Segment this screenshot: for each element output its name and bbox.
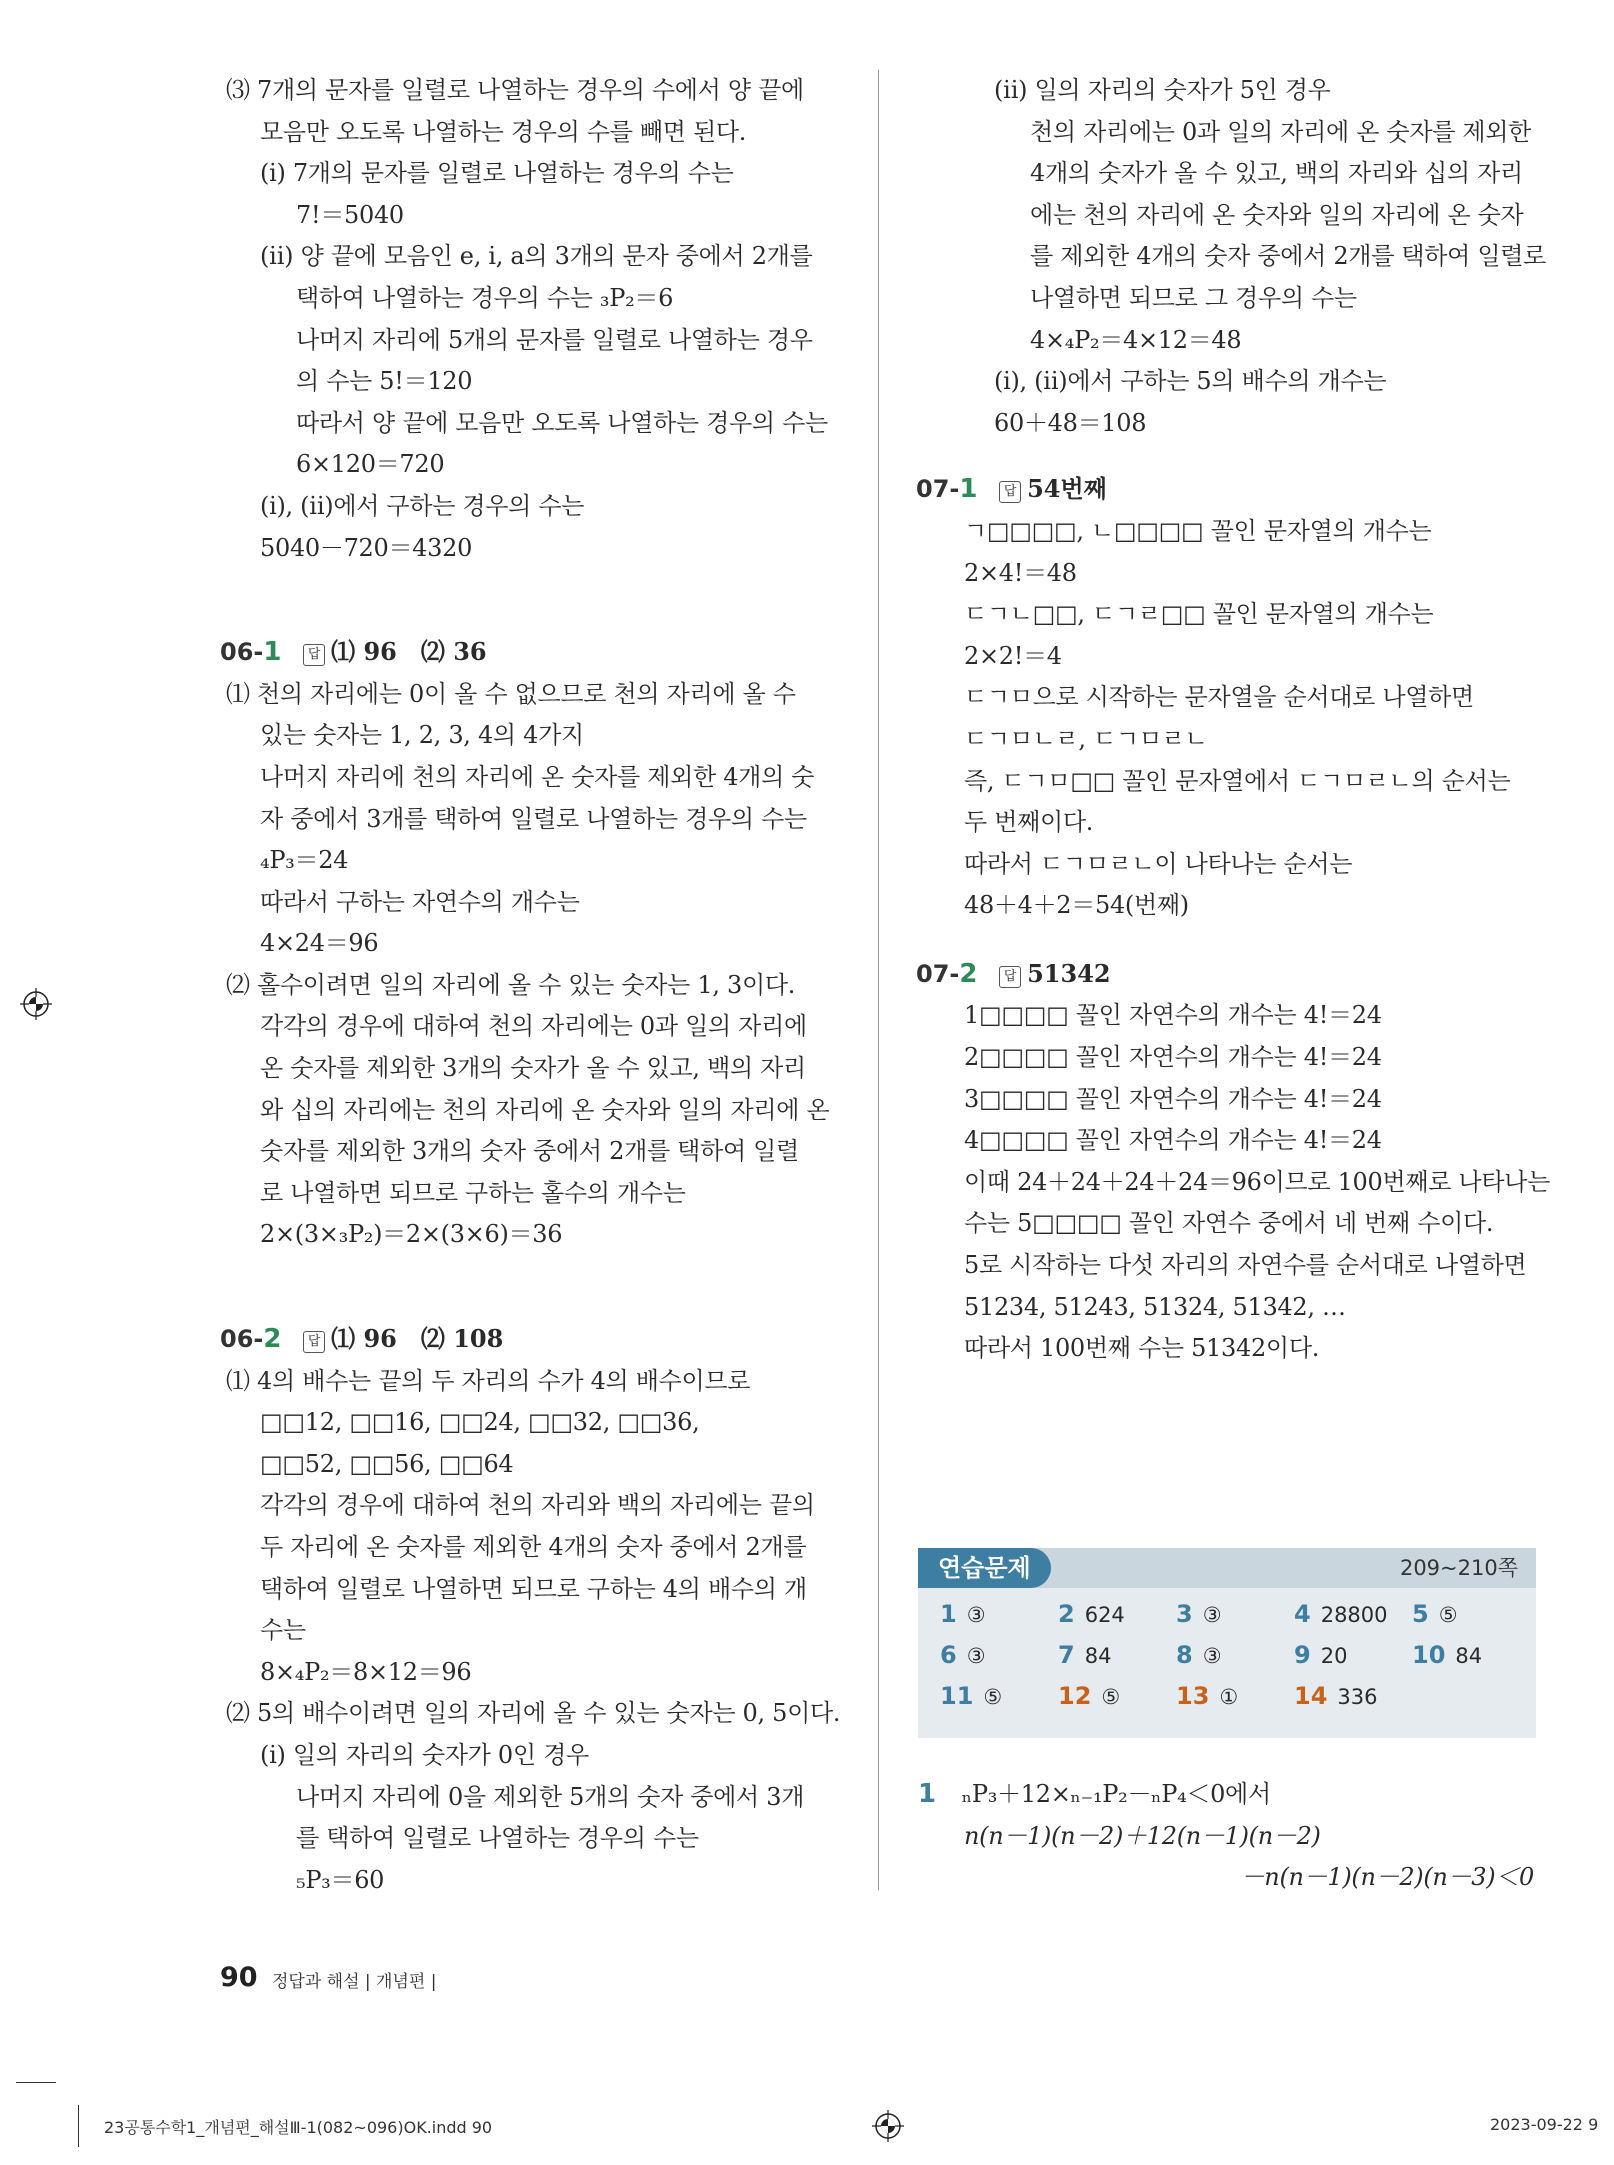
text-line: －n(n－1)(n－2)(n－3)＜0 [1240, 1863, 1534, 1892]
text-line: 와 십의 자리에는 천의 자리에 온 숫자와 일의 자리에 온 [260, 1095, 830, 1124]
text-line: 나머지 자리에 5개의 문자를 일렬로 나열하는 경우 [296, 325, 813, 354]
left-column [220, 70, 850, 1901]
registration-mark-icon [20, 988, 52, 1020]
solution-continued [930, 70, 1547, 444]
text-line: 2×(3×₃P₂)＝2×(3×6)＝36 [260, 1220, 563, 1249]
text-line: 각각의 경우에 대하여 천의 자리와 백의 자리에는 끝의 [260, 1491, 815, 1520]
question-prefix: 06- [220, 1325, 264, 1354]
text-line: 있는 숫자는 1, 2, 3, 4의 4가지 [260, 721, 584, 750]
question-header-06-1 [220, 631, 850, 674]
text-line: 4□□□□ 꼴인 자연수의 개수는 4!＝24 [964, 1126, 1382, 1155]
text-line: ₅P₃＝60 [296, 1865, 385, 1894]
text-line: 나열하면 되므로 그 경우의 수는 [1030, 283, 1357, 312]
text-line: 5로 시작하는 다섯 자리의 자연수를 순서대로 나열하면 [964, 1251, 1527, 1280]
text-line: n(n－1)(n－2)＋12(n－1)(n－2) [964, 1821, 1321, 1850]
text-line: ⑶ 7개의 문자를 일렬로 나열하는 경우의 수에서 양 끝에 [226, 76, 804, 104]
text-line: 1□□□□ 꼴인 자연수의 개수는 4!＝24 [964, 1001, 1382, 1030]
practice-item: 6 ③ [940, 1641, 986, 1669]
text-line: (ⅰ), (ⅱ)에서 구하는 5의 배수의 개수는 [994, 367, 1387, 396]
answer-icon: 답 [303, 644, 325, 666]
question-number: 1 [263, 637, 282, 668]
question-prefix: 07- [916, 959, 960, 988]
text-line: 자 중에서 3개를 택하여 일렬로 나열하는 경우의 수는 [260, 804, 807, 833]
text-line: 4개의 숫자가 올 수 있고, 백의 자리와 십의 자리 [1030, 159, 1523, 188]
practice-item: 7 84 [1058, 1641, 1112, 1669]
text-line: 8×₄P₂＝8×12＝96 [260, 1657, 472, 1686]
text-line: 즉, ㄷㄱㅁ□□ 꼴인 문자열에서 ㄷㄱㅁㄹㄴ의 순서는 [964, 766, 1511, 795]
slug-date: 2023-09-22 9 [1490, 2115, 1599, 2134]
section-3-solution [226, 70, 850, 569]
text-line: 택하여 나열하는 경우의 수는 ₃P₂＝6 [296, 283, 674, 312]
text-line: 의 수는 5!＝120 [296, 367, 473, 396]
practice-title: 연습문제 [918, 1548, 1051, 1588]
text-line: 각각의 경우에 대하여 천의 자리에는 0과 일의 자리에 [260, 1012, 807, 1041]
text-line: 4×24＝96 [260, 929, 379, 958]
practice-answers-box [918, 1548, 1536, 1738]
question-number: 2 [959, 958, 978, 989]
page-number: 90 [220, 1962, 258, 1993]
practice-item: 5 ⑤ [1412, 1600, 1458, 1628]
answer-icon: 답 [303, 1331, 325, 1353]
practice-item: 4 28800 [1294, 1600, 1388, 1628]
text-line: 따라서 양 끝에 모음만 오도록 나열하는 경우의 수는 [296, 408, 828, 437]
text-line: ⑵ 5의 배수이려면 일의 자리에 올 수 있는 숫자는 0, 5이다. [226, 1699, 841, 1728]
text-line: 택하여 일렬로 나열하면 되므로 구하는 4의 배수의 개 [260, 1574, 807, 1603]
practice-item: 3 ③ [1176, 1600, 1222, 1628]
practice-item: 12 ⑤ [1058, 1682, 1121, 1710]
text-line: ₙP₃＋12×ₙ₋₁P₂－ₙP₄＜0에서 [961, 1780, 1271, 1808]
solution-06-1 [226, 674, 850, 1256]
solution-07-1 [930, 511, 1540, 927]
text-line: ㄷㄱㅁㄴㄹ, ㄷㄱㅁㄹㄴ [964, 724, 1208, 753]
text-line: 를 택하여 일렬로 나열하는 경우의 수는 [296, 1824, 699, 1853]
text-line: 두 자리에 온 숫자를 제외한 4개의 숫자 중에서 2개를 [260, 1533, 807, 1561]
text-line: 따라서 ㄷㄱㅁㄹㄴ이 나타나는 순서는 [964, 849, 1353, 878]
text-line: 로 나열하면 되므로 구하는 홀수의 개수는 [260, 1178, 686, 1207]
practice-pages: 209~210쪽 [1399, 1556, 1518, 1580]
text-line: ⑴ 천의 자리에는 0이 올 수 없으므로 천의 자리에 올 수 [226, 679, 796, 708]
text-line: 4×₄P₂＝4×12＝48 [1030, 325, 1242, 354]
question-header-06-2 [220, 1318, 850, 1361]
text-line: 6×120＝720 [296, 450, 445, 479]
text-line: (ⅰ) 일의 자리의 숫자가 0인 경우 [260, 1740, 589, 1769]
text-line: (ⅰ), (ⅱ)에서 구하는 경우의 수는 [260, 491, 585, 520]
question-prefix: 06- [220, 638, 264, 667]
text-line: 2×4!＝48 [964, 558, 1077, 587]
text-line: 수는 [260, 1616, 306, 1645]
answer-icon: 답 [999, 481, 1021, 503]
practice-item: 10 84 [1412, 1641, 1483, 1669]
text-line: 5040－720＝4320 [260, 533, 473, 562]
solution-06-2 [226, 1361, 850, 1902]
practice-item: 14 336 [1294, 1682, 1378, 1710]
answer-icon: 답 [999, 966, 1021, 988]
text-line: ⑴ 4의 배수는 끝의 두 자리의 수가 4의 배수이므로 [226, 1366, 751, 1395]
footer-label: 정답과 해설 | 개념편 | [272, 1972, 437, 1992]
text-line: 수는 5□□□□ 꼴인 자연수 중에서 네 번째 수이다. [964, 1209, 1494, 1238]
text-line: 천의 자리에는 0과 일의 자리에 온 숫자를 제외한 [1030, 117, 1532, 146]
question-number: 2 [263, 1324, 282, 1355]
text-line: 60＋48＝108 [994, 408, 1147, 437]
question-header-07-2 [916, 953, 1540, 996]
question-number: 1 [959, 474, 978, 505]
text-line: 7!＝5040 [296, 200, 404, 229]
text-line: 온 숫자를 제외한 3개의 숫자가 올 수 있고, 백의 자리 [260, 1054, 806, 1083]
text-line: 를 제외한 4개의 숫자 중에서 2개를 택하여 일렬로 [1030, 242, 1547, 271]
column-divider [878, 70, 879, 1890]
text-line: 나머지 자리에 천의 자리에 온 숫자를 제외한 4개의 숫 [260, 762, 815, 791]
practice-item: 9 20 [1294, 1641, 1348, 1669]
answer-text: 51342 [1027, 958, 1111, 988]
text-line: □□52, □□56, □□64 [260, 1449, 514, 1478]
right-column [916, 70, 1550, 1370]
text-line: 2□□□□ 꼴인 자연수의 개수는 4!＝24 [964, 1043, 1382, 1072]
text-line: 48＋4＋2＝54(번째) [964, 891, 1189, 920]
text-line: (ⅰ) 7개의 문자를 일렬로 나열하는 경우의 수는 [260, 159, 734, 188]
solution-practice-1 [918, 1774, 1538, 1899]
practice-item: 2 624 [1058, 1600, 1125, 1628]
practice-item: 8 ③ [1176, 1641, 1222, 1669]
text-line: 3□□□□ 꼴인 자연수의 개수는 4!＝24 [964, 1084, 1382, 1113]
practice-item: 11 ⑤ [940, 1682, 1003, 1710]
text-line: □□12, □□16, □□24, □□32, □□36, [260, 1408, 700, 1437]
text-line: 2×2!＝4 [964, 641, 1062, 670]
text-line: ₄P₃＝24 [260, 846, 349, 875]
slug-divider [78, 2105, 79, 2147]
text-line: ㄷㄱㄴ□□, ㄷㄱㄹ□□ 꼴인 문자열의 개수는 [964, 600, 1434, 629]
text-line: 따라서 100번째 수는 51342이다. [964, 1334, 1320, 1363]
practice-header [918, 1548, 1536, 1588]
text-line: (ⅱ) 양 끝에 모음인 e, i, a의 3개의 문자 중에서 2개를 [260, 242, 813, 271]
crop-mark [16, 2082, 56, 2083]
text-line: 숫자를 제외한 3개의 숫자 중에서 2개를 택하여 일렬 [260, 1137, 799, 1166]
text-line: ⑵ 홀수이려면 일의 자리에 올 수 있는 숫자는 1, 3이다. [226, 970, 796, 999]
answer-text: ⑴ 96 ⑵ 108 [331, 1324, 504, 1354]
text-line: 모음만 오도록 나열하는 경우의 수를 빼면 된다. [260, 117, 747, 146]
solution-07-2 [930, 995, 1550, 1369]
answer-text: 54번째 [1027, 474, 1107, 504]
text-line: 나머지 자리에 0을 제외한 5개의 숫자 중에서 3개 [296, 1782, 805, 1811]
question-header-07-1 [916, 468, 1540, 511]
text-line: ㄷㄱㅁ으로 시작하는 문자열을 순서대로 나열하면 [964, 683, 1474, 712]
slug-filename: 23공통수학1_개념편_해설Ⅲ-1(082~096)OK.indd 90 [104, 2118, 493, 2137]
practice-item: 1 ③ [940, 1600, 986, 1628]
text-line: 두 번째이다. [964, 808, 1094, 837]
text-line: 에는 천의 자리에 온 숫자와 일의 자리에 온 숫자 [1030, 200, 1524, 229]
text-line [918, 1774, 1538, 1816]
answer-text: ⑴ 96 ⑵ 36 [331, 637, 487, 667]
text-line: 따라서 구하는 자연수의 개수는 [260, 887, 580, 916]
text-line: (ⅱ) 일의 자리의 숫자가 5인 경우 [994, 76, 1331, 104]
text-line: 이때 24＋24＋24＋24＝96이므로 100번째로 나타나는 [964, 1167, 1550, 1196]
practice-item: 13 ① [1176, 1682, 1239, 1710]
solution-number: 1 [918, 1779, 936, 1809]
text-line: ㄱ□□□□, ㄴ□□□□ 꼴인 문자열의 개수는 [964, 516, 1432, 545]
text-line: 51234, 51243, 51324, 51342, … [964, 1292, 1346, 1321]
question-prefix: 07- [916, 475, 960, 504]
registration-mark-icon [872, 2110, 904, 2142]
